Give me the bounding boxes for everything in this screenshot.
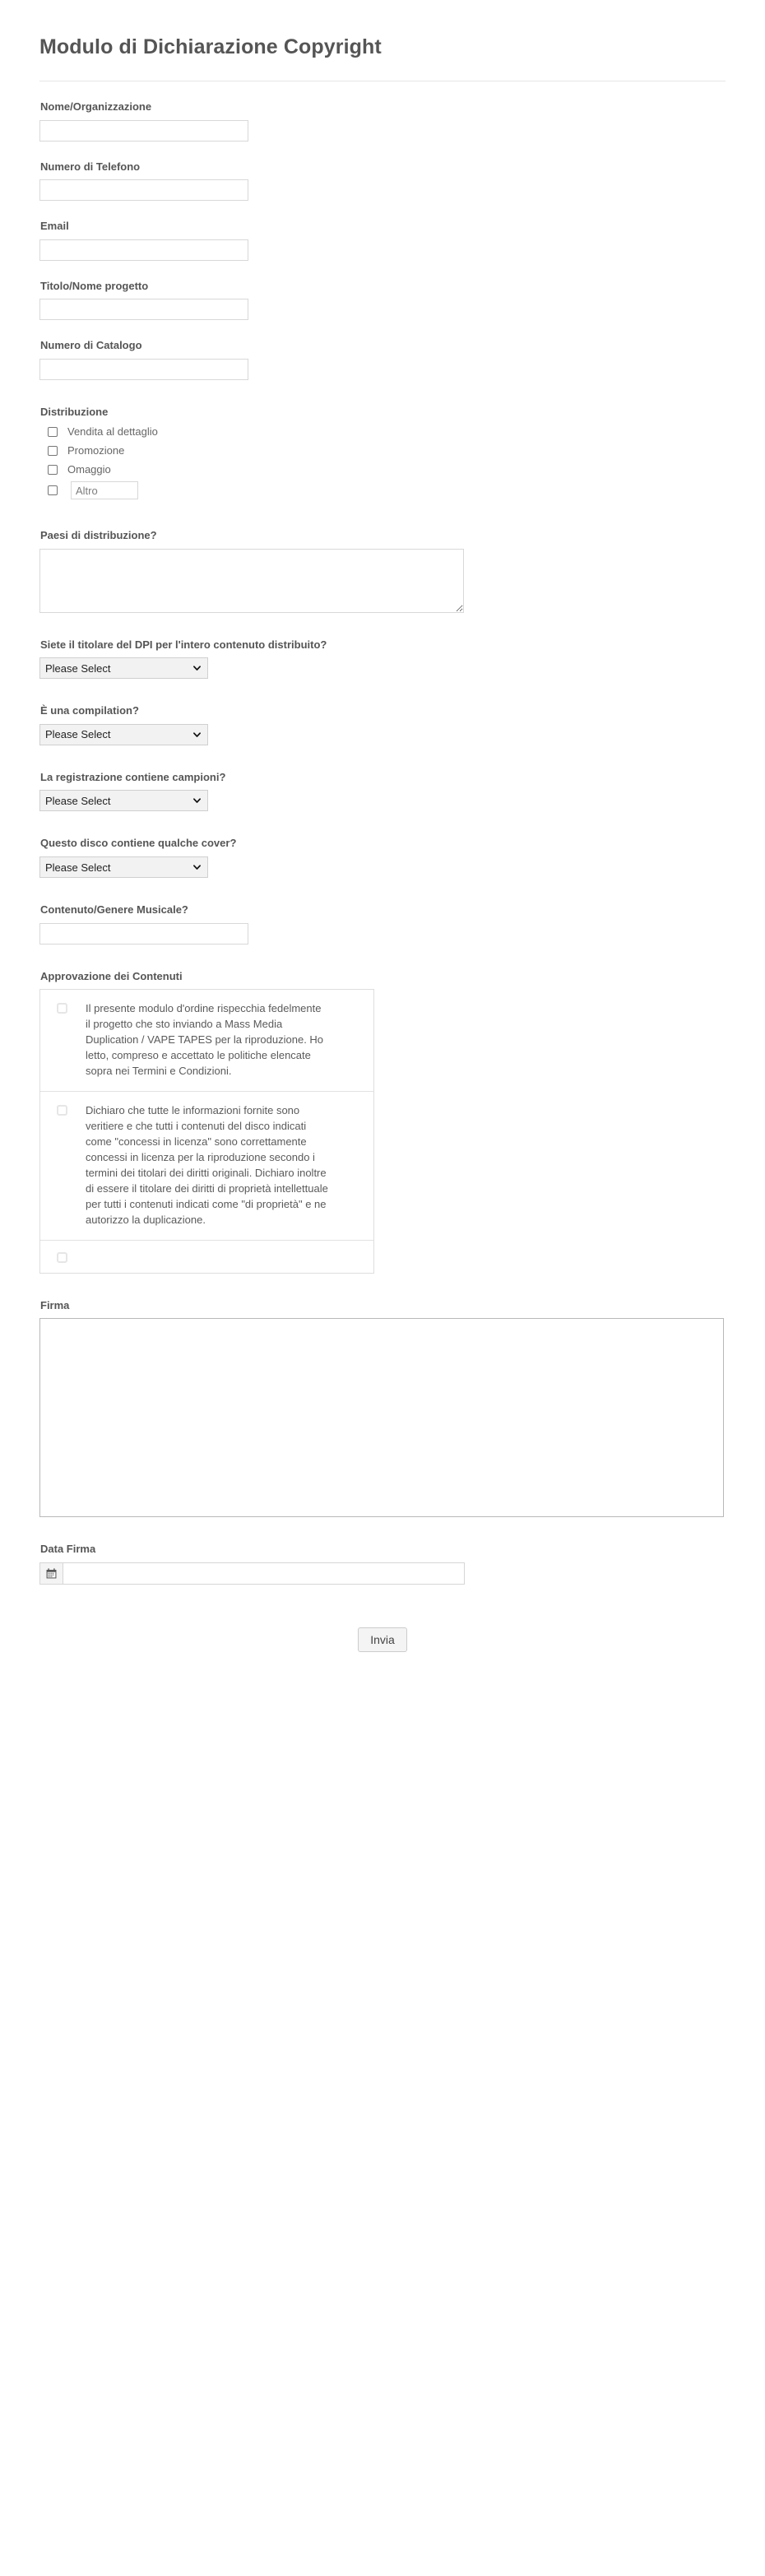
label-compilation: È una compilation? (40, 704, 139, 717)
label-paesi-distribuzione: Paesi di distribuzione? (40, 529, 157, 542)
select-campioni[interactable] (39, 790, 208, 811)
input-email[interactable] (39, 239, 248, 261)
checkbox-altro[interactable] (48, 485, 58, 495)
checkbox-label-promozione: Promozione (67, 443, 125, 457)
submit-button[interactable]: Invia (358, 1627, 407, 1652)
select-wrap-cover (39, 856, 208, 878)
field-firma (39, 1274, 726, 1518)
select-wrap-titolare-dpi (39, 657, 208, 679)
field-paesi-distribuzione (39, 504, 726, 613)
checkbox-row-promozione[interactable] (39, 443, 726, 458)
checkbox-row-vendita-al-dettaglio[interactable] (39, 425, 726, 439)
textarea-paesi-distribuzione[interactable] (39, 549, 464, 613)
field-cover (39, 811, 726, 878)
checkbox-row-omaggio[interactable] (39, 462, 726, 477)
distribuzione-checkbox-group (39, 425, 726, 499)
label-numero-catalogo: Numero di Catalogo (40, 339, 142, 352)
checkbox-approvazione-1[interactable] (57, 1003, 67, 1014)
checkbox-approvazione-2[interactable] (57, 1105, 67, 1116)
page-title: Modulo di Dichiarazione Copyright (39, 35, 382, 58)
field-titolare-dpi (39, 613, 726, 680)
field-numero-catalogo (39, 320, 726, 380)
select-wrap-campioni (39, 790, 208, 811)
label-genere-musicale: Contenuto/Genere Musicale? (40, 903, 188, 917)
label-titolare-dpi: Siete il titolare del DPI per l'intero contenuto distribuito? (40, 638, 327, 651)
approvazione-row-2[interactable] (40, 1092, 373, 1241)
approvazione-row-3[interactable] (40, 1241, 373, 1273)
label-email: Email (40, 220, 69, 233)
calendar-icon[interactable] (39, 1562, 63, 1585)
label-firma: Firma (40, 1298, 70, 1311)
label-titolo-progetto: Titolo/Nome progetto (40, 279, 149, 292)
field-numero-telefono (39, 142, 726, 202)
field-genere-musicale (39, 878, 726, 945)
label-campioni: La registrazione contiene campioni? (40, 770, 226, 783)
label-nome-organizzazione: Nome/Organizzazione (40, 100, 152, 113)
input-genere-musicale[interactable] (39, 923, 248, 945)
label-distribuzione: Distribuzione (40, 405, 109, 418)
field-campioni (39, 745, 726, 812)
form-header (0, 0, 765, 81)
field-titolo-progetto (39, 261, 726, 321)
label-data-firma: Data Firma (40, 1543, 96, 1556)
field-distribuzione (39, 380, 726, 500)
input-numero-catalogo[interactable] (39, 359, 248, 380)
field-compilation (39, 679, 726, 745)
input-nome-organizzazione[interactable] (39, 120, 248, 142)
checkbox-promozione[interactable] (48, 446, 58, 456)
field-approvazione-contenuti (39, 945, 726, 1274)
input-numero-telefono[interactable] (39, 179, 248, 201)
field-nome-organizzazione (39, 81, 726, 142)
select-compilation[interactable] (39, 724, 208, 745)
field-email (39, 201, 726, 261)
checkbox-vendita-al-dettaglio[interactable] (48, 427, 58, 437)
label-numero-telefono: Numero di Telefono (40, 160, 141, 173)
checkbox-omaggio[interactable] (48, 465, 58, 475)
checkbox-label-omaggio: Omaggio (67, 462, 111, 476)
label-cover: Questo disco contiene qualche cover? (40, 837, 237, 850)
form-fields (0, 81, 765, 1701)
select-cover[interactable] (39, 856, 208, 878)
field-data-firma (39, 1517, 726, 1585)
approvazione-text-1: Il presente modulo d'ordine rispecchia fedelmente il progetto che sto inviando a Mass Media Duplication / VAPE TAPES per la riproduzione. Ho letto, compreso e accettato le politiche elencate sopra nei Termini e Condizioni. (86, 1002, 324, 1077)
input-altro[interactable] (71, 481, 138, 499)
submit-row (0, 1585, 765, 1701)
signature-pad[interactable] (39, 1318, 724, 1517)
approvazione-checkbox-box (39, 989, 374, 1274)
select-titolare-dpi[interactable] (39, 657, 208, 679)
input-data-firma[interactable] (63, 1562, 465, 1585)
input-titolo-progetto[interactable] (39, 299, 248, 320)
approvazione-row-1[interactable] (40, 990, 373, 1092)
checkbox-approvazione-3[interactable] (57, 1252, 67, 1263)
checkbox-row-altro[interactable] (39, 481, 726, 499)
checkbox-label-vendita-al-dettaglio: Vendita al dettaglio (67, 425, 158, 438)
date-input-group (39, 1562, 465, 1585)
select-wrap-compilation (39, 724, 208, 745)
approvazione-text-2: Dichiaro che tutte le informazioni fornite sono veritiere e che tutti i contenuti del disco indicati come "concessi in licenza" sono correttamente concessi in licenza per la riproduzione secondo i termini dei titolari dei diritti originali. Dichiaro inoltre di essere il titolare dei diritti di proprietà intellettuale per tutti i contenuti indicati come "di proprietà" e ne autorizzo la duplicazione. (86, 1103, 328, 1226)
label-approvazione-contenuti: Approvazione dei Contenuti (40, 969, 183, 982)
